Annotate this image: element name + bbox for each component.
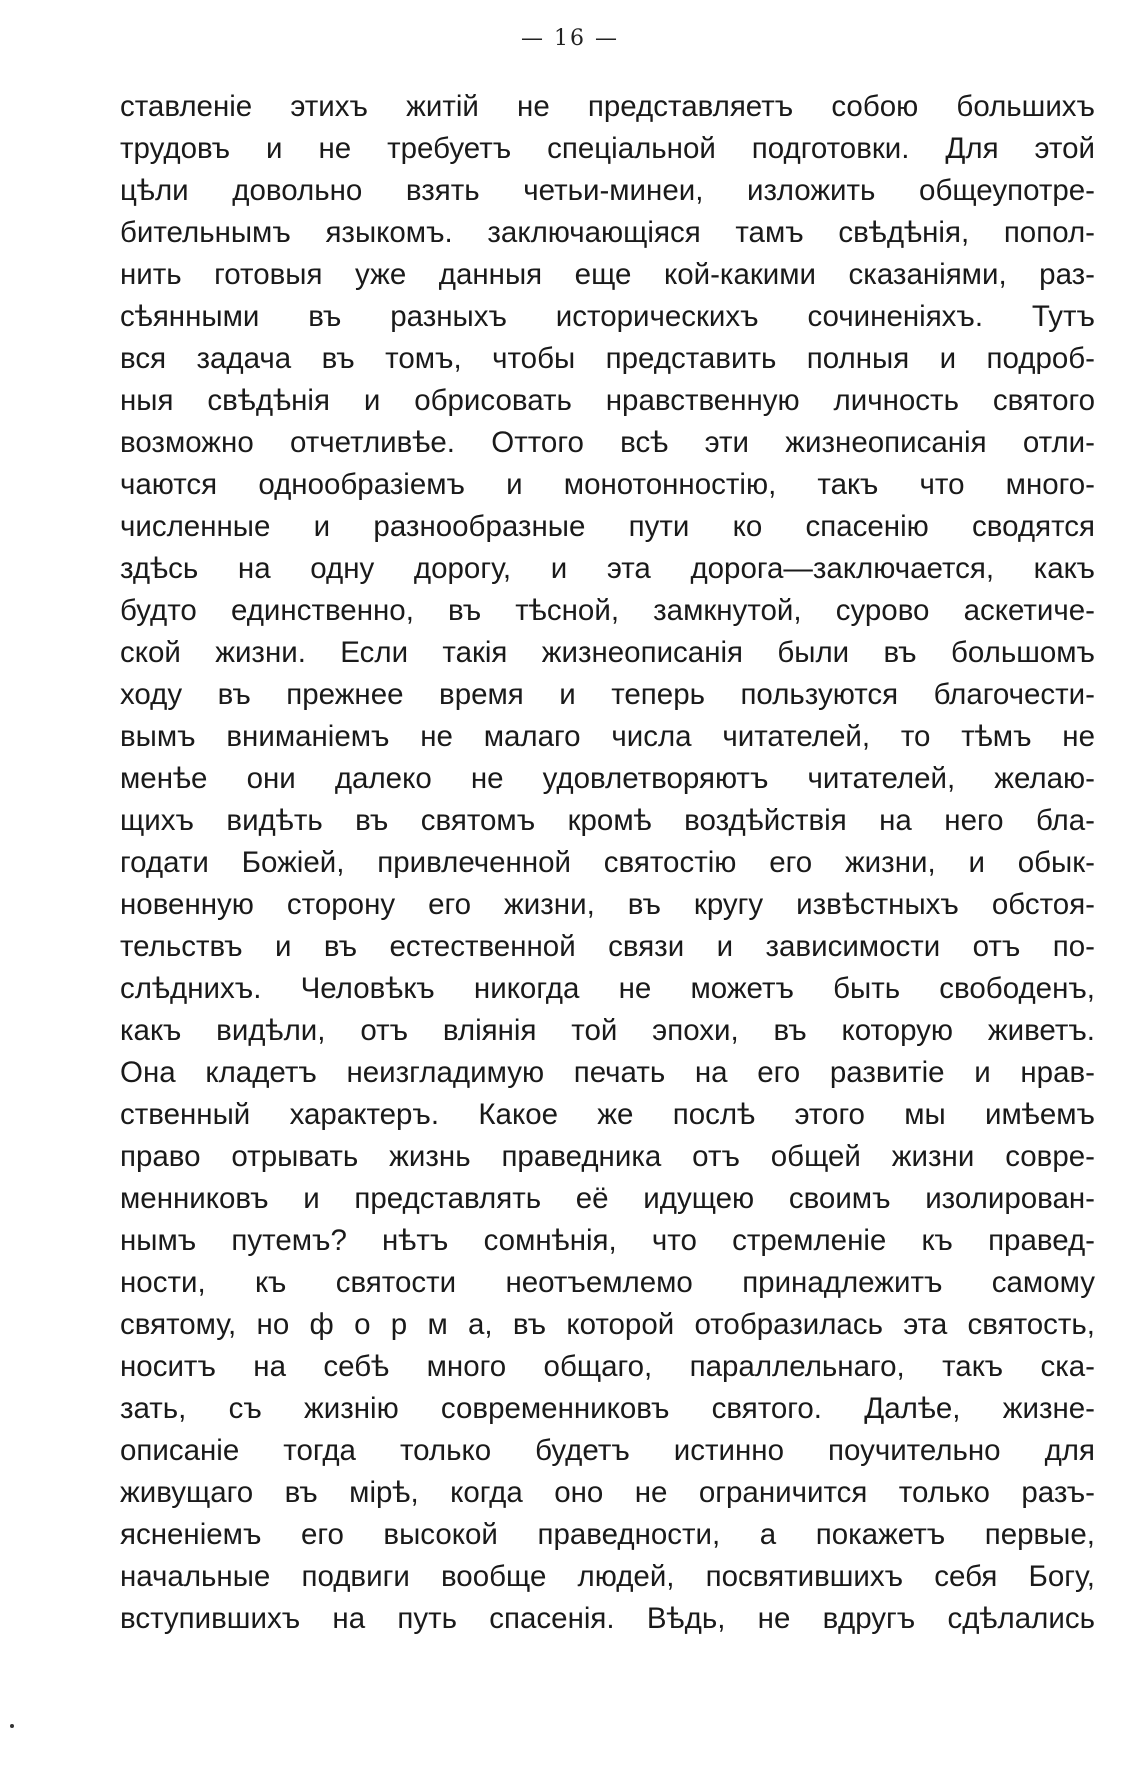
- text-line: ясненіемъ его высокой праведности, а покажетъ первые,: [120, 1518, 1095, 1551]
- text-line: святому, но ф о р м а, въ которой отобразилась эта святость,: [120, 1308, 1095, 1341]
- text-line: годати Божіей, привлеченной святостію его жизни, и обык-: [120, 846, 1095, 879]
- text-line: ходу въ прежнее время и теперь пользуются благочести-: [120, 678, 1095, 711]
- text-line: тельствъ и въ естественной связи и зависимости отъ по-: [120, 930, 1095, 963]
- text-line: бительнымъ языкомъ. заключающіяся тамъ свѣдѣнія, попол-: [120, 216, 1095, 249]
- text-line: нымъ путемъ? нѣтъ сомнѣнія, что стремленіе къ правед-: [120, 1224, 1095, 1257]
- text-line: вымъ вниманіемъ не малаго числа читателей, то тѣмъ не: [120, 720, 1095, 753]
- text-line: ственный характеръ. Какое же послѣ этого мы имѣемъ: [120, 1098, 1095, 1131]
- text-line: вступившихъ на путь спасенія. Вѣдь, не вдругъ сдѣлались: [120, 1602, 1095, 1635]
- body-text: [120, 86, 1095, 1640]
- text-line: менниковъ и представлять её идущею своимъ изолирован-: [120, 1182, 1095, 1215]
- text-line: ставленіе этихъ житій не представляетъ собою большихъ: [120, 90, 1095, 123]
- margin-speck: [10, 1724, 14, 1728]
- text-line: будто единственно, въ тѣсной, замкнутой, сурово аскетиче-: [120, 594, 1095, 627]
- text-line: описаніе тогда только будетъ истинно поучительно для: [120, 1434, 1095, 1467]
- text-line: носитъ на себѣ много общаго, параллельнаго, такъ ска-: [120, 1350, 1095, 1383]
- text-line: вся задача въ томъ, чтобы представить полныя и подроб-: [120, 342, 1095, 375]
- text-line: начальные подвиги вообще людей, посвятившихъ себя Богу,: [120, 1560, 1095, 1593]
- text-line: слѣднихъ. Человѣкъ никогда не можетъ быть свободенъ,: [120, 972, 1095, 1005]
- page-number: — 16 —: [521, 26, 619, 51]
- text-line: цѣли довольно взять четьи-минеи, изложить общеупотре-: [120, 174, 1095, 207]
- text-line: какъ видѣли, отъ вліянія той эпохи, въ которую живетъ.: [120, 1014, 1095, 1047]
- text-line: ской жизни. Если такія жизнеописанія были въ большомъ: [120, 636, 1095, 669]
- text-line: чаются однообразіемъ и монотонностію, такъ что много-: [120, 468, 1095, 501]
- text-line: здѣсь на одну дорогу, и эта дорога—заключается, какъ: [120, 552, 1095, 585]
- text-line: Она кладетъ неизгладимую печать на его развитіе и нрав-: [120, 1056, 1095, 1089]
- text-line: возможно отчетливѣе. Оттого всѣ эти жизнеописанія отли-: [120, 426, 1095, 459]
- text-line: сѣянными въ разныхъ историческихъ сочиненіяхъ. Тутъ: [120, 300, 1095, 333]
- text-line: щихъ видѣть въ святомъ кромѣ воздѣйствія на него бла-: [120, 804, 1095, 837]
- text-line: нить готовыя уже данныя еще кой-какими сказаніями, раз-: [120, 258, 1095, 291]
- text-line: право отрывать жизнь праведника отъ общей жизни совре-: [120, 1140, 1095, 1173]
- text-line: ности, къ святости неотъемлемо принадлежитъ самому: [120, 1266, 1095, 1299]
- text-line: зать, съ жизнію современниковъ святого. Далѣе, жизне-: [120, 1392, 1095, 1425]
- text-line: численные и разнообразные пути ко спасенію сводятся: [120, 510, 1095, 543]
- text-line: живущаго въ мірѣ, когда оно не ограничится только разъ-: [120, 1476, 1095, 1509]
- text-line: ныя свѣдѣнія и обрисовать нравственную личность святого: [120, 384, 1095, 417]
- text-line: менѣе они далеко не удовлетворяютъ читателей, желаю-: [120, 762, 1095, 795]
- text-line: трудовъ и не требуетъ спеціальной подготовки. Для этой: [120, 132, 1095, 165]
- text-line: новенную сторону его жизни, въ кругу извѣстныхъ обстоя-: [120, 888, 1095, 921]
